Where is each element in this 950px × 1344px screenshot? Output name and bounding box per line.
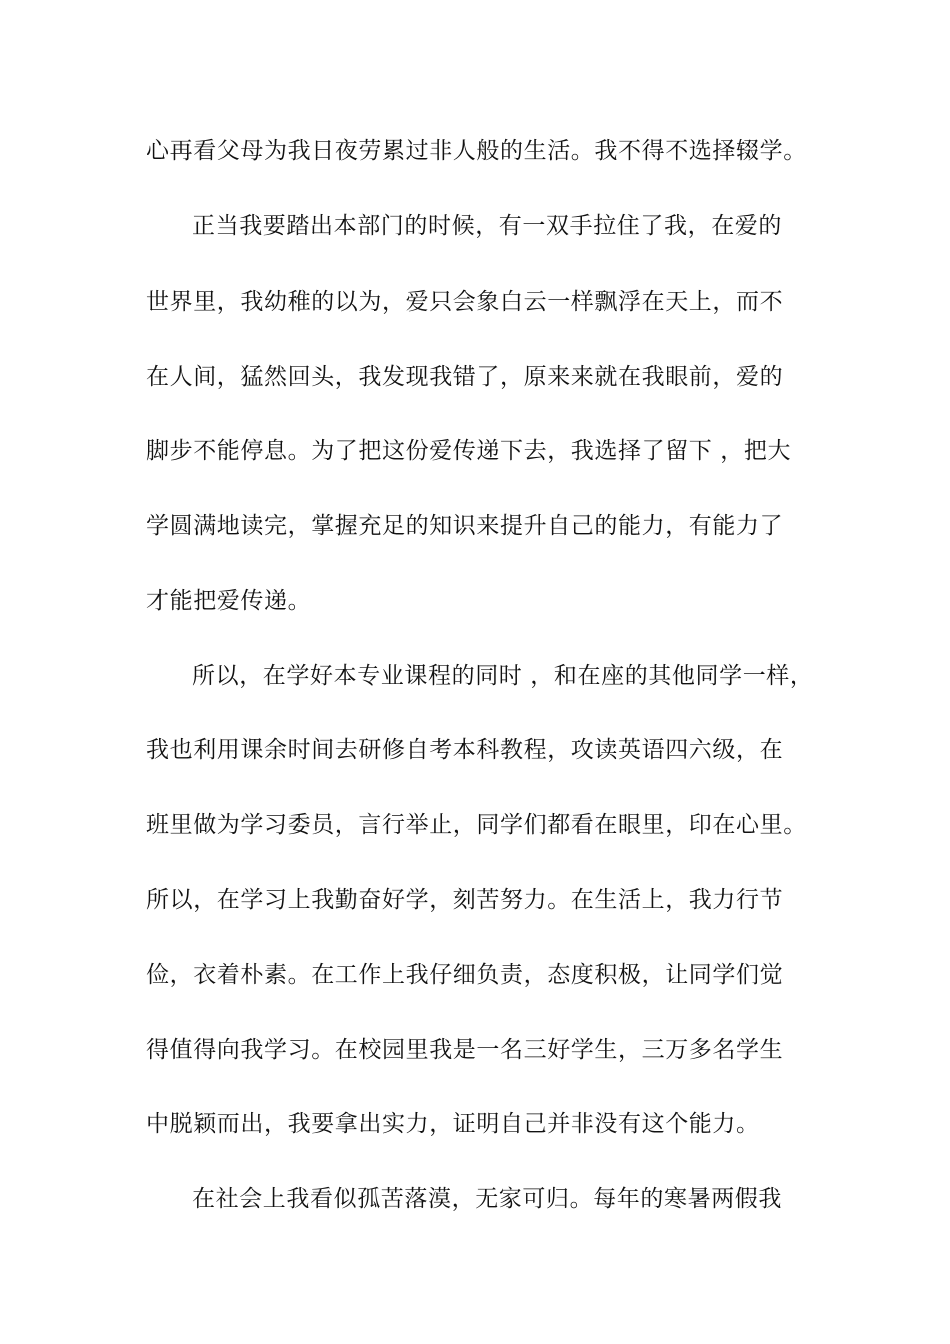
text-line: 才能把爱传递。 — [146, 588, 312, 614]
text-line: 在社会上我看似孤苦落漠，无家可归。每年的寒暑两假我 — [192, 1186, 782, 1212]
text-line: 正当我要踏出本部门的时候，有一双手拉住了我，在爱的 — [192, 213, 782, 239]
text-line: 我也利用课余时间去研修自考本科教程，攻读英语四六级，在 — [146, 737, 784, 763]
text-line: 得值得向我学习。在校园里我是一名三好学生，三万多名学生 — [146, 1037, 784, 1063]
text-line: 所以，在学习上我勤奋好学，刻苦努力。在生活上，我力行节 — [146, 887, 784, 913]
text-line: 世界里，我幼稚的以为，爱只会象白云一样飘浮在天上，而不 — [146, 289, 784, 315]
text-line: 在人间，猛然回头，我发现我错了，原来来就在我眼前，爱的 — [146, 364, 784, 390]
text-line: 所以，在学好本专业课程的同时 ，和在座的其他同学一样， — [192, 663, 814, 689]
text-line: 脚步不能停息。为了把这份爱传递下去，我选择了留下 ，把大 — [146, 438, 792, 464]
text-line: 中脱颖而出，我要拿出实力，证明自己并非没有这个能力。 — [146, 1111, 760, 1137]
text-line: 学圆满地读完，掌握充足的知识来提升自己的能力，有能力了 — [146, 513, 784, 539]
text-line: 俭，衣着朴素。在工作上我仔细负责，态度积极，让同学们觉 — [146, 962, 784, 988]
text-line: 班里做为学习委员，言行举止，同学们都看在眼里，印在心里。 — [146, 812, 807, 838]
text-line: 心再看父母为我日夜劳累过非人般的生活。我不得不选择辍学。 — [146, 138, 807, 164]
